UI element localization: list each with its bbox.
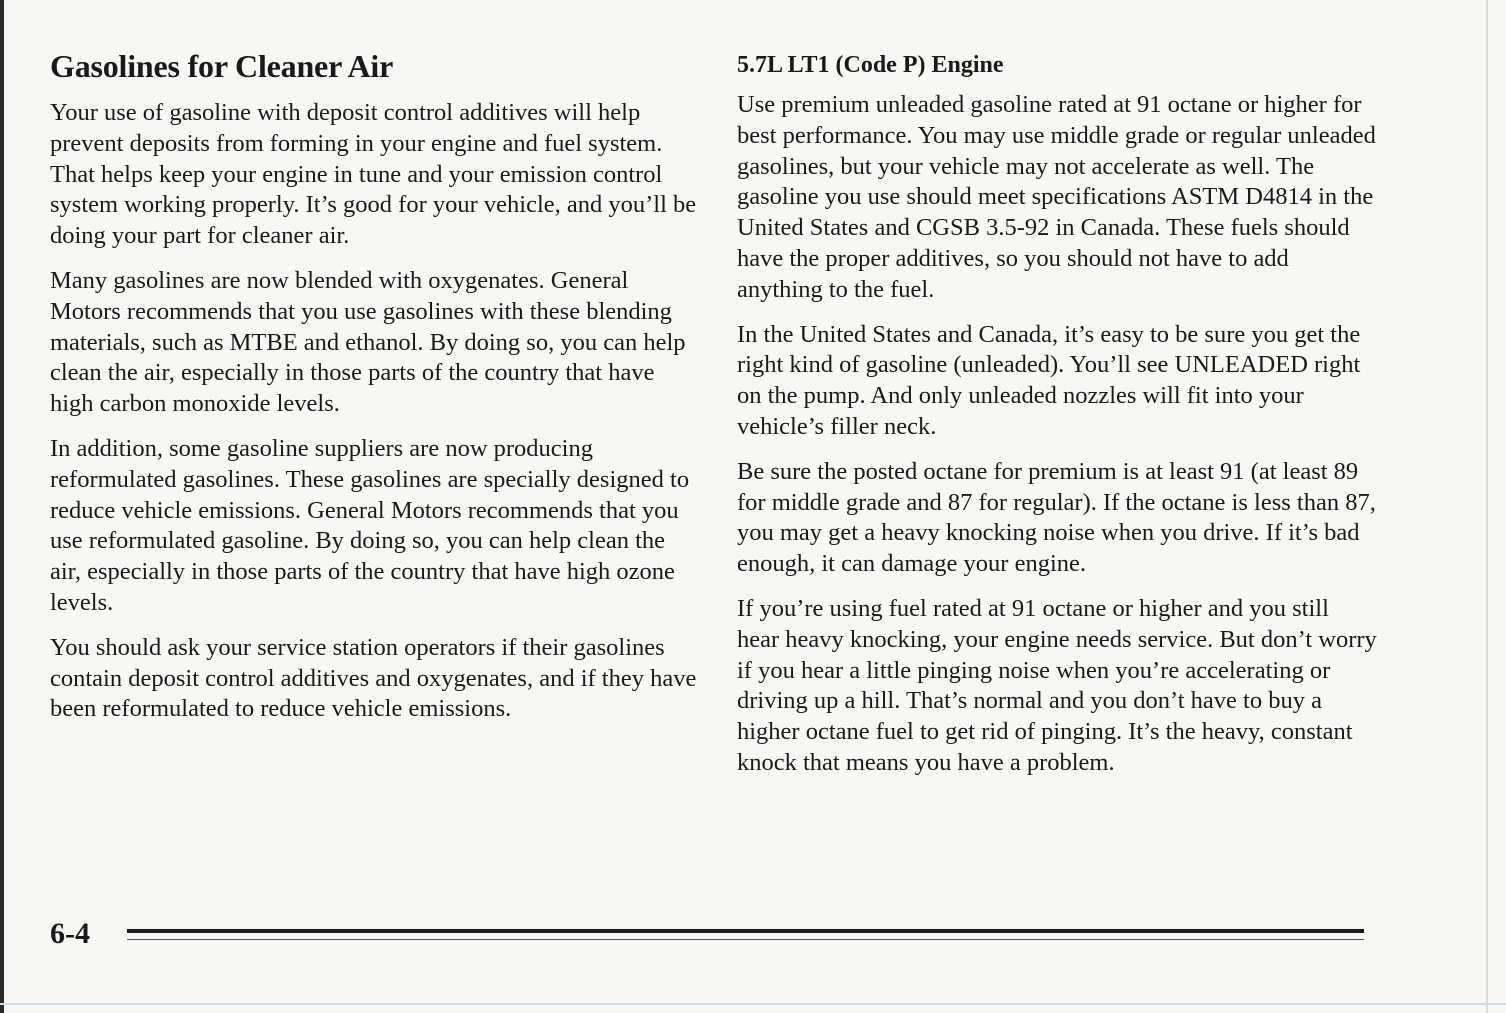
scan-left-edge (0, 0, 4, 1013)
left-column (50, 44, 700, 739)
paragraph-reformulated: In addition, some gasoline suppliers are now producing reformulated gasolines. These gasolines are specially designed to reduce vehicle emissions. General Motors recommends that you use reformulated gasoline. By doing so, you can help clean the air, especially in those parts of the country that have high ozone levels. (50, 434, 690, 616)
footer-rule-thin (127, 939, 1364, 940)
paragraph-knocking: If you’re using fuel rated at 91 octane or higher and you still hear heavy knocking, your engine needs service. But don’t worry if you hear a little pinging noise when you’re accelerating or driving up a hill. That’s normal and you don’t have to buy a higher octane fuel to get rid of pinging. It’s the heavy, constant knock that means you have a problem. (737, 594, 1377, 776)
page-number: 6-4 (50, 917, 90, 950)
paragraph-premium-unleaded: Use premium unleaded gasoline rated at 91 octane or higher for best performance. You may use middle grade or regular unleaded gasolines, but your vehicle may not accelerate as well. The gasoline you use should meet specifications ASTM D4814 in the United States and CGSB 3.5-92 in Canada. These fuels should have the proper additives, so you should not have to add anything to the fuel. (737, 91, 1376, 303)
paragraph-deposit-control: Your use of gasoline with deposit control additives will help prevent deposits from forming in your engine and fuel system. That helps keep your engine in tune and your emission control system working properly. It’s good for your vehicle, and you’ll be doing your part for cleaner air. (50, 99, 697, 250)
paragraph-unleaded-pump: In the United States and Canada, it’s easy to be sure you get the right kind of gasoline (unleaded). You’ll see UNLEADED right on the pump. And only unleaded nozzles will fit into your vehicle’s filler neck. (737, 320, 1361, 440)
paragraph-posted-octane: Be sure the posted octane for premium is at least 91 (at least 89 for middle grade and 87 for regular). If the octane is less than 87, you may get a heavy knocking noise when you drive. If it’s bad enough, it can damage your engine. (737, 457, 1376, 578)
paragraph-oxygenates: Many gasolines are now blended with oxygenates. General Motors recommends that you use gasolines with these blending materials, such as MTBE and ethanol. By doing so, you can help clean the air, especially in those parts of the country that have high carbon monoxide levels. (50, 266, 686, 418)
scan-bottom-edge (0, 1003, 1506, 1005)
section-heading-gasolines-cleaner-air: Gasolines for Cleaner Air (50, 48, 394, 84)
scan-right-edge (1486, 0, 1488, 1013)
footer-rule-thick (127, 929, 1364, 933)
paragraph-ask-service-station: You should ask your service station operators if their gasolines contain deposit control additives and oxygenates, and if they have been reformulated to reduce vehicle emissions. (50, 633, 697, 723)
section-heading-engine: 5.7L LT1 (Code P) Engine (737, 52, 1004, 78)
page-footer (50, 914, 1370, 954)
right-column (737, 46, 1377, 793)
